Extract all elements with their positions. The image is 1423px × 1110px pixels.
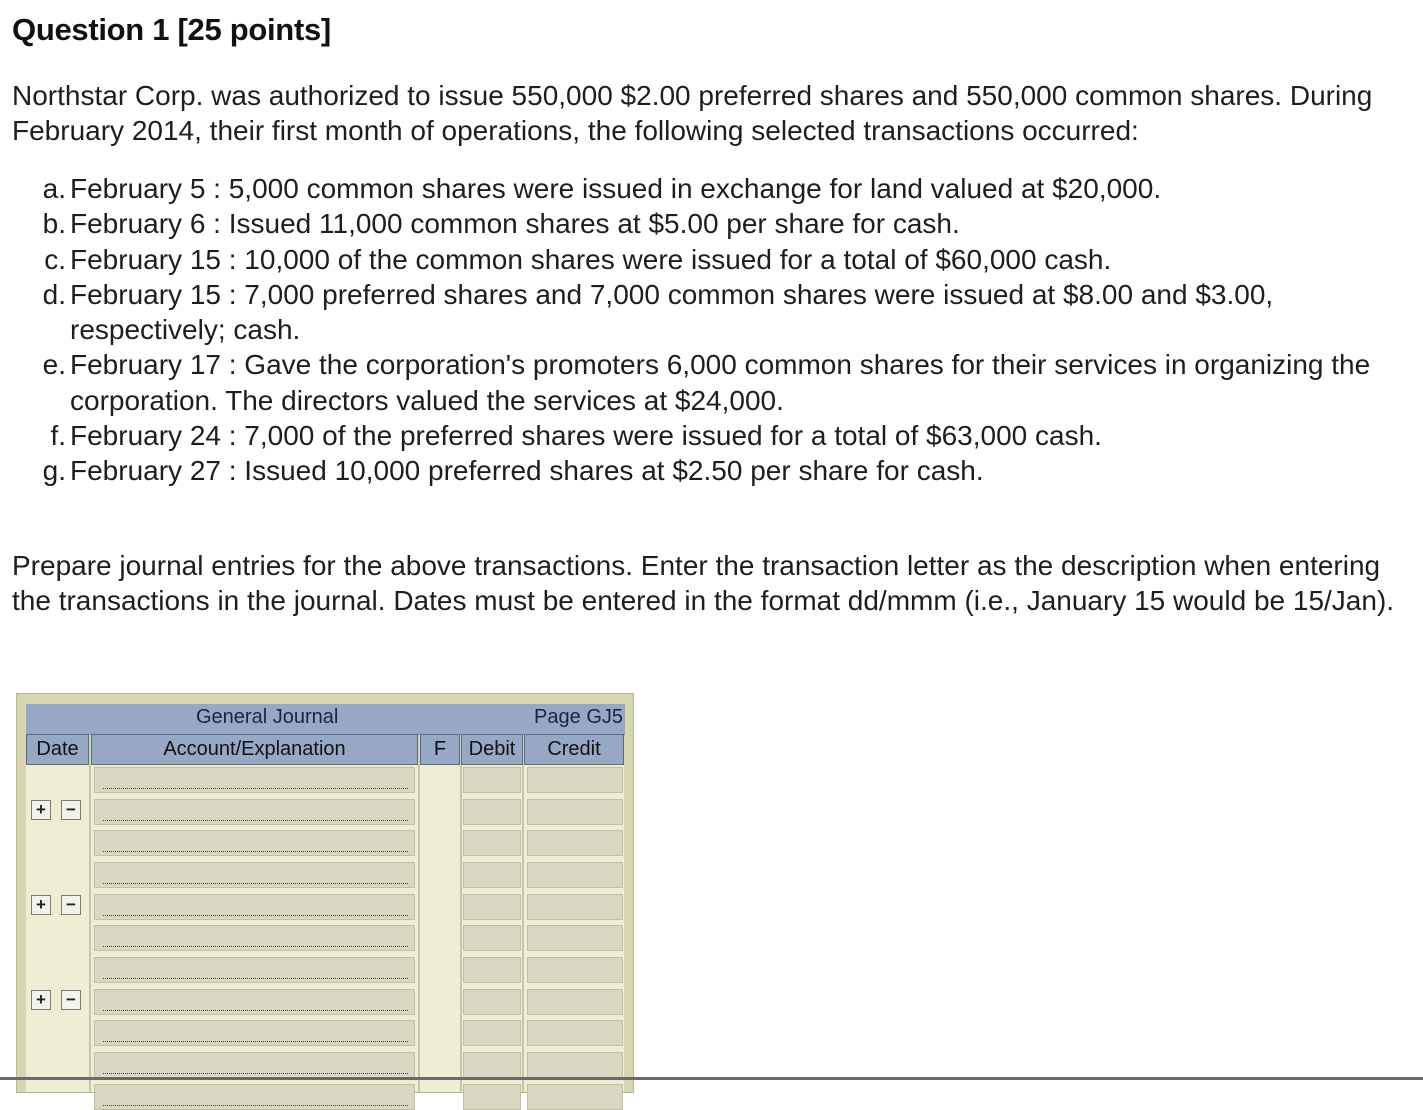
transaction-text: February 24 : 7,000 of the preferred shares were issued for a total of $63,000 cash.	[70, 420, 1102, 452]
column-header-debit: Debit	[461, 734, 523, 765]
account-input[interactable]	[94, 830, 415, 856]
debit-input[interactable]	[463, 862, 521, 888]
transaction-letter: g.	[42, 455, 66, 487]
transaction-list	[38, 171, 1418, 489]
transaction-text: February 15 : 10,000 of the common shares were issued for a total of $60,000 cash.	[70, 243, 1112, 275]
account-input[interactable]	[94, 894, 415, 920]
question-intro: Northstar Corp. was authorized to issue 550,000 $2.00 preferred shares and 550,000 common shares. During February 2014, their first month of operations, the following selected transactions occurred:	[12, 80, 1373, 146]
account-input[interactable]	[94, 862, 415, 888]
credit-input[interactable]	[527, 1084, 623, 1110]
transaction-letter: d.	[42, 278, 66, 310]
question-title: Question 1 [25 points]	[12, 12, 331, 47]
debit-input[interactable]	[463, 1020, 521, 1046]
transaction-item	[38, 242, 1418, 277]
remove-row-button[interactable]: −	[61, 990, 81, 1010]
transaction-item	[38, 453, 1418, 488]
journal-page-number: Page GJ5	[534, 706, 623, 728]
account-input[interactable]	[94, 1052, 415, 1078]
account-input[interactable]	[94, 925, 415, 951]
journal-title: General Journal	[196, 706, 339, 728]
column-divider	[460, 765, 462, 1092]
transaction-text: February 17 : Gave the corporation's promoters 6,000 common shares for their services in organizing the corporation. The directors valued the services at $24,000.	[70, 349, 1371, 416]
credit-input[interactable]	[527, 862, 623, 888]
credit-input[interactable]	[527, 925, 623, 951]
credit-input[interactable]	[527, 830, 623, 856]
transaction-text: February 15 : 7,000 preferred shares and 7,000 common shares were issued at $8.00 and $3.00, respectively; cash.	[70, 278, 1274, 346]
transaction-item	[38, 171, 1418, 206]
account-input[interactable]	[94, 799, 415, 825]
credit-input[interactable]	[527, 799, 623, 825]
journal-instructions: Prepare journal entries for the above transactions. Enter the transaction letter as the description when entering the transactions in the journal. Dates must be entered in the format dd/mmm (i.e., January 15 would be 15/Jan).	[12, 550, 1395, 617]
account-input[interactable]	[94, 957, 415, 983]
add-row-button[interactable]: +	[31, 990, 51, 1010]
folio-column	[420, 765, 460, 1092]
debit-input[interactable]	[463, 957, 521, 983]
debit-input[interactable]	[463, 925, 521, 951]
add-row-button[interactable]: +	[31, 800, 51, 820]
account-input[interactable]	[94, 989, 415, 1015]
transaction-text: February 6 : Issued 11,000 common shares at $5.00 per share for cash.	[70, 208, 960, 240]
credit-input[interactable]	[527, 1020, 623, 1046]
account-input[interactable]	[94, 1084, 415, 1110]
column-header-account: Account/Explanation	[91, 734, 418, 765]
column-header-credit: Credit	[524, 734, 624, 765]
debit-input[interactable]	[463, 799, 521, 825]
credit-input[interactable]	[527, 767, 623, 793]
column-header-folio: F	[420, 734, 460, 765]
debit-input[interactable]	[463, 767, 521, 793]
column-header-date: Date	[26, 734, 89, 765]
account-input[interactable]	[94, 1020, 415, 1046]
credit-input[interactable]	[527, 989, 623, 1015]
transaction-item	[38, 418, 1418, 453]
credit-input[interactable]	[527, 957, 623, 983]
remove-row-button[interactable]: −	[61, 895, 81, 915]
transaction-letter: e.	[42, 349, 66, 381]
transaction-letter: b.	[42, 208, 66, 240]
journal-header	[26, 704, 625, 735]
debit-input[interactable]	[463, 1052, 521, 1078]
general-journal-table	[16, 693, 634, 1093]
debit-input[interactable]	[463, 894, 521, 920]
credit-input[interactable]	[527, 1052, 623, 1078]
transaction-text: February 5 : 5,000 common shares were issued in exchange for land valued at $20,000.	[70, 173, 1162, 204]
add-row-button[interactable]: +	[31, 895, 51, 915]
account-input[interactable]	[94, 767, 415, 793]
transaction-item	[38, 206, 1418, 241]
column-divider	[522, 765, 524, 1092]
debit-input[interactable]	[463, 830, 521, 856]
column-divider	[418, 765, 420, 1092]
debit-input[interactable]	[463, 1084, 521, 1110]
transaction-letter: f.	[50, 420, 66, 452]
credit-input[interactable]	[527, 894, 623, 920]
transaction-item	[38, 347, 1418, 418]
transaction-letter: a.	[42, 173, 66, 204]
transaction-item	[38, 277, 1418, 348]
debit-input[interactable]	[463, 989, 521, 1015]
transaction-text: February 27 : Issued 10,000 preferred shares at $2.50 per share for cash.	[70, 455, 984, 487]
remove-row-button[interactable]: −	[61, 800, 81, 820]
column-divider	[89, 765, 91, 1092]
transaction-letter: c.	[44, 243, 66, 275]
